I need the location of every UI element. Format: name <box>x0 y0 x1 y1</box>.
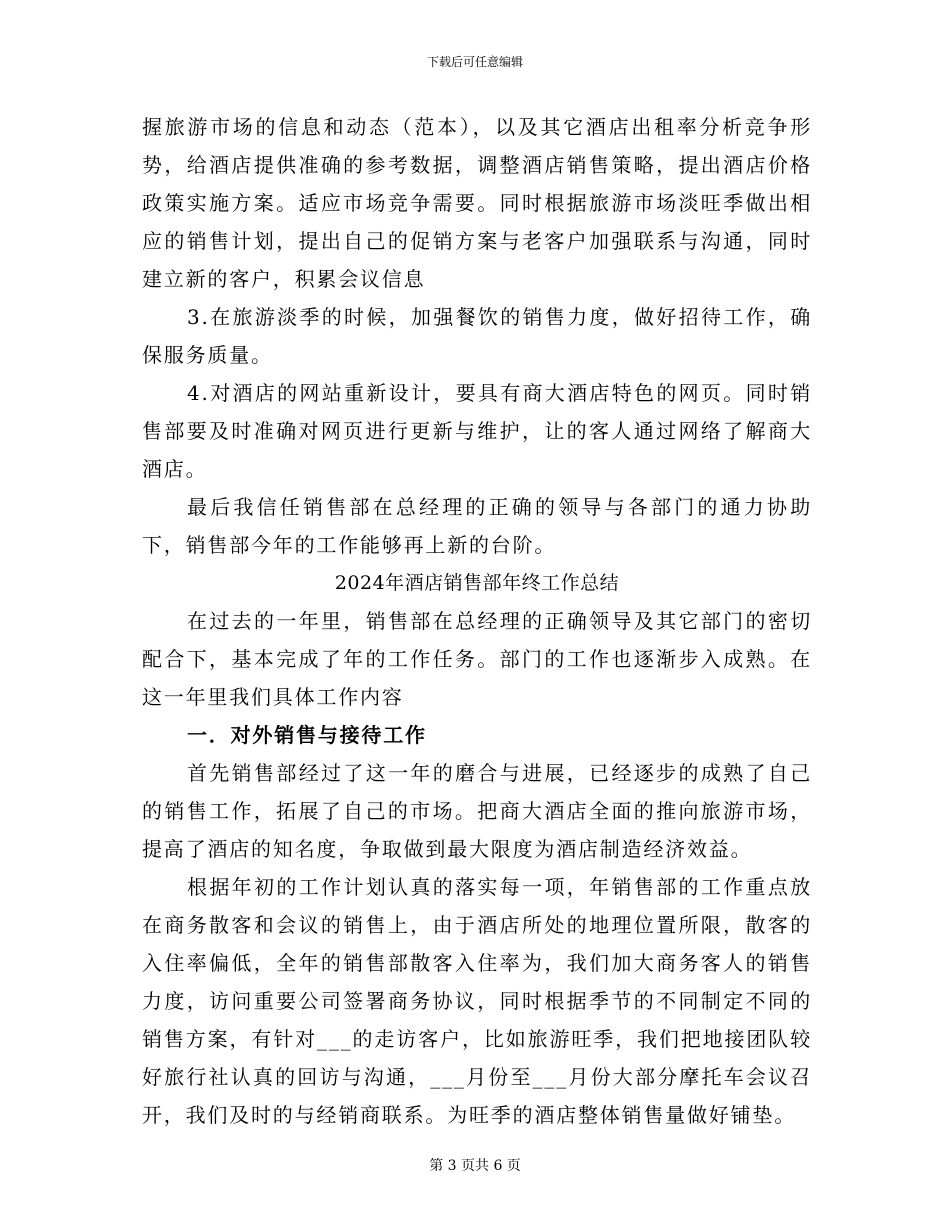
document-title: 2024年酒店销售部年终工作总结 <box>334 572 620 594</box>
section-heading: 一．对外销售与接待工作 <box>187 723 427 747</box>
page-footer: 第 3 页共 6 页 <box>429 1158 521 1174</box>
paragraph-sales-plan: 根据年初的工作计划认真的落实每一项，年销售部的工作重点放在商务散客和会议的销售上，由于酒店所处的地理位置所限，散客的入住率偏低，全年的销售部散客入住率为，我们加大商务客人的销售力度，访问重要公司签署商务协议，同时根据季节的不同制定不同的销售方案，有针对___的走访客户，比如旅游旺季，我们把地接团队较好旅行社认真的回访与沟通，___月份至___月份大部分摩托车会议召开，我们及时的与经销商联系。为旺季的酒店整体销售量做好铺垫。 <box>142 875 812 1127</box>
page-header: 下载后可任意编辑 <box>426 55 523 69</box>
paragraph-closing: 最后我信任销售部在总经理的正确的领导与各部门的通力协助下，销售部今年的工作能够再上新的台阶。 <box>142 495 812 557</box>
paragraph-item-3: 3.在旅游淡季的时候，加强餐饮的销售力度，做好招待工作，确保服务质量。 <box>142 305 812 367</box>
document-body <box>142 108 812 1134</box>
paragraph-continuation: 握旅游市场的信息和动态（范本），以及其它酒店出租率分析竞争形势，给酒店提供准确的参考数据，调整酒店销售策略，提出酒店价格政策实施方案。适应市场竞争需要。同时根据旅游市场淡旺季做出相应的销售计划，提出自己的促销方案与老客户加强联系与沟通，同时建立新的客户，积累会议信息 <box>142 115 812 291</box>
paragraph-sales-progress: 首先销售部经过了这一年的磨合与进展，已经逐步的成熟了自己的销售工作，拓展了自己的市场。把商大酒店全面的推向旅游市场，提高了酒店的知名度，争取做到最大限度为酒店制造经济效益。 <box>142 761 812 861</box>
paragraph-item-4: 4.对酒店的网站重新设计，要具有商大酒店特色的网页。同时销售部要及时准确对网页进行更新与维护，让的客人通过网络了解商大酒店。 <box>142 381 812 481</box>
paragraph-intro: 在过去的一年里，销售部在总经理的正确领导及其它部门的密切配合下，基本完成了年的工作任务。部门的工作也逐渐步入成熟。在这一年里我们具体工作内容 <box>142 609 812 709</box>
